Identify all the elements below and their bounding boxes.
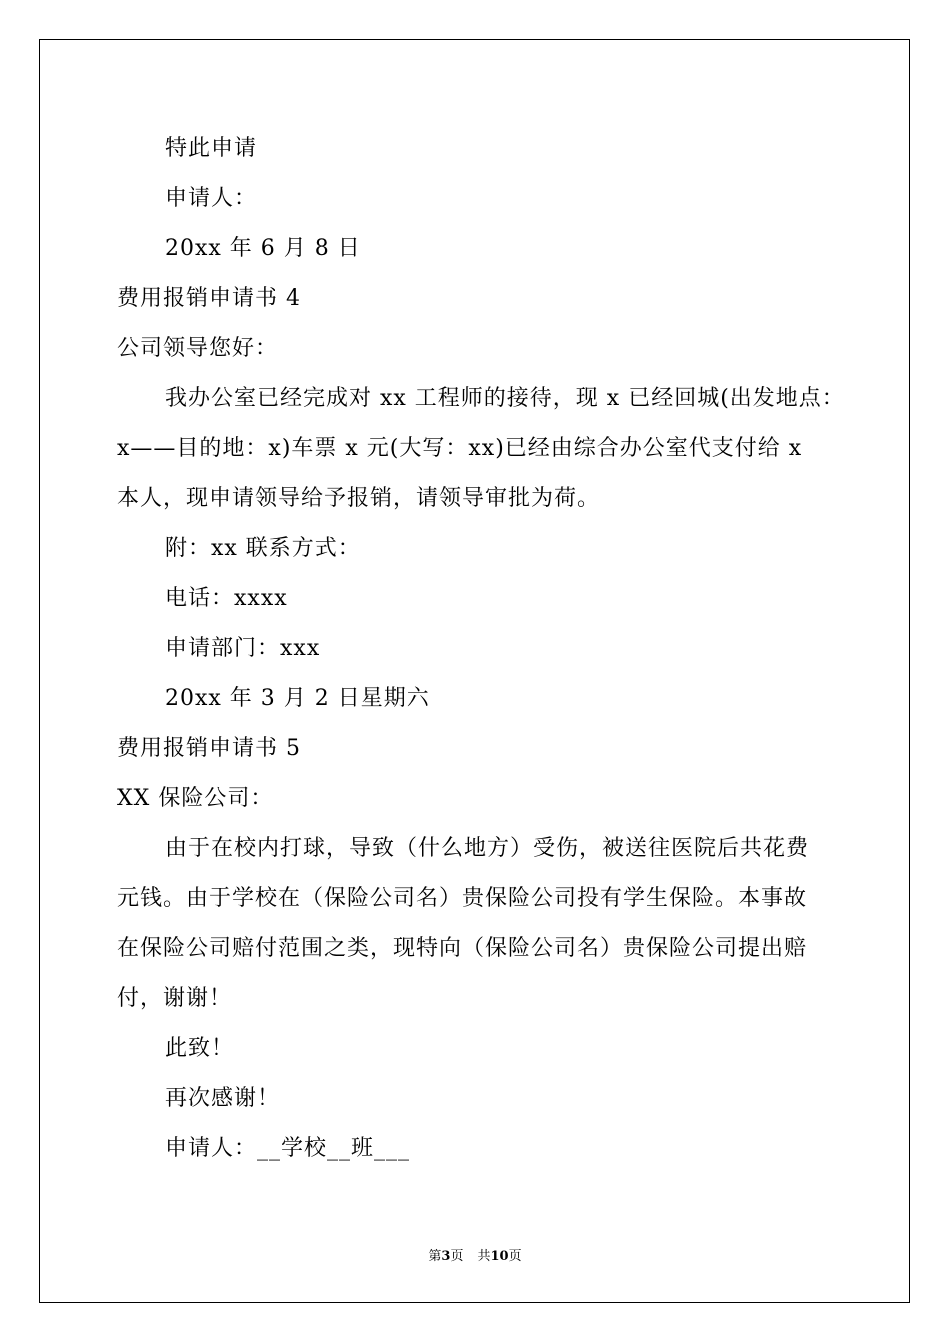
applicant-label: 申请人： bbox=[165, 186, 258, 211]
closing-request: 特此申请 bbox=[165, 136, 258, 161]
total-pages: 10 bbox=[490, 1249, 509, 1264]
department-line: 申请部门：xxx bbox=[165, 636, 321, 661]
thanks-line: 再次感谢！ bbox=[165, 1086, 281, 1111]
date-line: 20xx 年 3 月 2 日星期六 bbox=[165, 686, 430, 711]
salutation: 公司领导您好： bbox=[117, 336, 279, 361]
applicant-signature-line: 申请人：__学校__班___ bbox=[165, 1136, 411, 1161]
section-heading-4: 费用报销申请书 4 bbox=[117, 286, 301, 311]
body-paragraph-line: 由于在校内打球，导致（什么地方）受伤，被送往医院后共花费 bbox=[165, 836, 810, 861]
salutation: XX 保险公司： bbox=[117, 786, 274, 811]
page-number: 3 bbox=[441, 1249, 451, 1264]
date-line: 20xx 年 6 月 8 日 bbox=[165, 236, 361, 261]
total-prefix: 共 bbox=[477, 1249, 491, 1264]
phone-line: 电话：xxxx bbox=[165, 586, 288, 611]
section-heading-5: 费用报销申请书 5 bbox=[117, 736, 301, 761]
attachment-line: 附：xx 联系方式： bbox=[165, 536, 361, 561]
body-paragraph-line: 我办公室已经完成对 xx 工程师的接待，现 x 已经回城(出发地点： bbox=[165, 386, 845, 411]
body-paragraph-line: 在保险公司赔付范围之类，现特向（保险公司名）贵保险公司提出赔 bbox=[117, 936, 808, 961]
page-suffix: 页 bbox=[450, 1249, 464, 1264]
body-paragraph-line: 本人，现申请领导给予报销，请领导审批为荷。 bbox=[117, 486, 601, 511]
body-paragraph-line: 元钱。由于学校在（保险公司名）贵保险公司投有学生保险。本事故 bbox=[117, 886, 808, 911]
body-paragraph-line: x——目的地：x)车票 x 元(大写：xx)已经由综合办公室代支付给 x bbox=[117, 436, 803, 461]
closing-line: 此致！ bbox=[165, 1036, 235, 1061]
page-footer bbox=[0, 1248, 950, 1266]
page-prefix: 第 bbox=[428, 1249, 442, 1264]
total-suffix: 页 bbox=[508, 1249, 522, 1264]
body-paragraph-line: 付，谢谢！ bbox=[117, 986, 233, 1011]
